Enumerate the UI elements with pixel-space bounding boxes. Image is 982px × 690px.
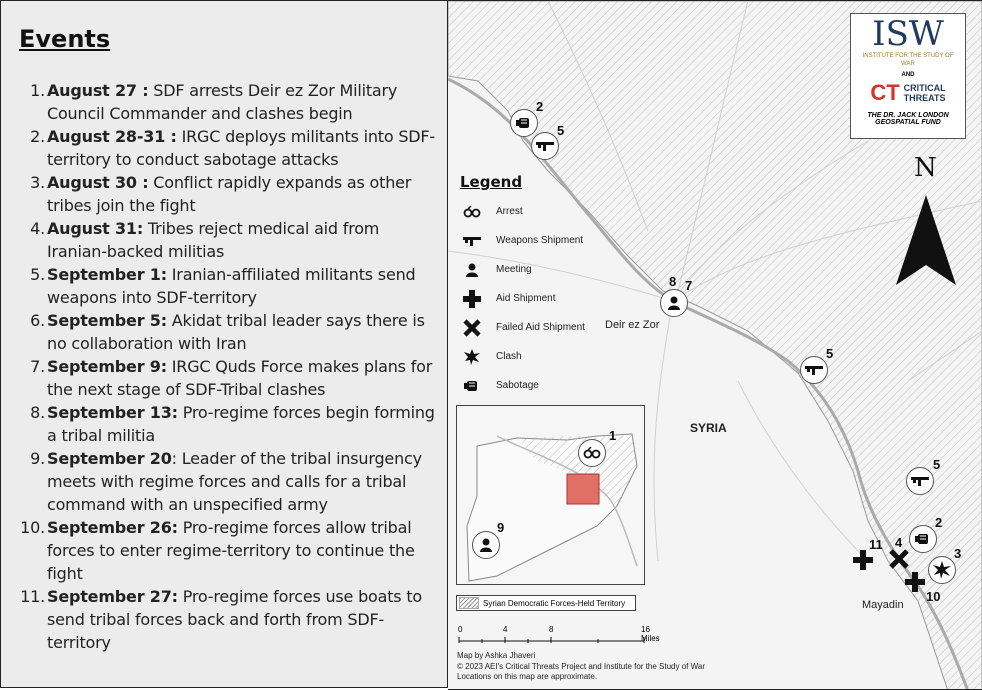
marker-number: 4 — [895, 535, 903, 550]
sabotage-icon — [914, 531, 932, 547]
legend-item — [460, 226, 585, 255]
legend-label: Arrest — [496, 206, 523, 217]
event-item — [9, 79, 439, 125]
sabotage-icon — [515, 115, 533, 131]
event-description: Conflict rapidly expands as other tribes join the fight — [47, 173, 412, 215]
event-item — [9, 516, 439, 585]
fund-line-1: THE DR. JACK LONDON — [867, 112, 949, 119]
marker-number: 8 — [669, 274, 677, 289]
legend-label: Sabotage — [496, 380, 539, 391]
event-text — [47, 355, 439, 401]
credit-copyright: © 2023 AEI's Critical Threats Project and Institute for the Study of War — [457, 661, 705, 671]
credit-author: Map by Ashka Jhaveri — [457, 651, 536, 660]
meeting-icon — [666, 295, 682, 311]
event-text — [47, 171, 439, 217]
credit-note: Locations on this map are approximate. — [457, 672, 598, 681]
event-description: : Leader of the tribal insurgency meets with regime forces and calls for a tribal command with an unspecified army — [47, 449, 422, 514]
event-text — [47, 125, 439, 171]
event-number: 6. — [30, 311, 45, 330]
failed-aid-shipment-icon — [460, 316, 484, 340]
marker-number: 11 — [869, 537, 883, 552]
inset-map — [456, 405, 645, 585]
event-number: 1. — [30, 81, 45, 100]
sdf-hatch-swatch — [459, 597, 479, 609]
place-label: Deir ez Zor — [605, 319, 660, 331]
meeting-marker-8-7 — [660, 289, 688, 317]
country-label: SYRIA — [690, 421, 727, 435]
map-panel — [448, 0, 982, 690]
event-number: 2. — [30, 127, 45, 146]
event-number: 3. — [30, 173, 45, 192]
event-description: Tribes reject medical aid from Iranian-backed militias — [47, 219, 380, 261]
event-item — [9, 171, 439, 217]
clash-icon — [460, 345, 484, 369]
marker-number: 10 — [926, 589, 941, 604]
sabotage-marker-2-right — [909, 525, 937, 553]
ct-logo — [851, 80, 965, 106]
legend-label: Weapons Shipment — [496, 235, 584, 246]
inset-focus-box — [567, 474, 599, 504]
event-item — [9, 125, 439, 171]
event-text — [47, 401, 439, 447]
marker-number: 1 — [609, 428, 617, 443]
event-description: Pro-regime forces allow tribal forces to enter regime-territory to continue the fight — [47, 518, 415, 583]
legend-item — [460, 313, 585, 342]
event-date: August 28-31 : — [47, 127, 177, 146]
marker-number: 5 — [557, 123, 565, 138]
event-number: 9. — [30, 449, 45, 468]
arrest-icon — [460, 200, 484, 224]
event-text — [47, 447, 439, 516]
legend-label: Aid Shipment — [496, 293, 556, 304]
fund-line-2: GEOSPATIAL FUND — [875, 119, 941, 126]
ct-wordmark — [904, 83, 946, 103]
legend-label: Clash — [496, 351, 522, 362]
north-arrow-icon — [892, 193, 962, 293]
weapons-shipment-icon — [910, 474, 930, 488]
event-description: Pro-regime forces begin forming a tribal militia — [47, 403, 435, 445]
scale-tick-label: 16 Miles — [641, 625, 660, 643]
marker-number: 2 — [536, 99, 544, 114]
map-credits — [457, 651, 705, 683]
events-panel — [0, 0, 448, 688]
scale-tick-label: 8 — [549, 625, 554, 634]
place-label: Mayadin — [862, 599, 904, 611]
legend-item — [460, 342, 585, 371]
event-number: 5. — [30, 265, 45, 284]
territory-key — [456, 595, 636, 611]
meeting-icon — [460, 258, 484, 282]
event-text — [47, 217, 439, 263]
weapons-shipment-icon — [535, 139, 555, 153]
legend-label: Failed Aid Shipment — [496, 322, 585, 333]
event-date: September 5: — [47, 311, 167, 330]
arrest-icon — [583, 446, 601, 460]
failed-aid-shipment-icon — [888, 548, 910, 570]
event-text — [47, 79, 439, 125]
isw-wordmark: ISW — [872, 14, 944, 54]
ct-text-threats: THREATS — [903, 93, 946, 103]
event-text — [47, 309, 439, 355]
legend-item — [460, 197, 585, 226]
sabotage-icon — [460, 374, 484, 398]
ct-mark: CT — [870, 80, 900, 105]
ct-text-critical: CRITICAL — [903, 83, 946, 93]
north-arrow — [892, 153, 962, 293]
event-number: 4. — [30, 219, 45, 238]
marker-number: 3 — [954, 546, 962, 561]
weapons-marker-5-mid — [800, 356, 828, 384]
scale-bar — [458, 625, 668, 645]
events-title: Events — [19, 25, 111, 53]
legend-title: Legend — [460, 173, 523, 191]
event-date: September 1: — [47, 265, 167, 284]
marker-number: 5 — [826, 346, 834, 361]
event-description: Iranian-affiliated militants send weapons into SDF-territory — [47, 265, 416, 307]
aid-shipment-icon — [904, 571, 926, 593]
meeting-marker-9 — [472, 531, 500, 559]
event-item — [9, 355, 439, 401]
aid-shipment-icon — [852, 549, 874, 571]
legend — [460, 173, 585, 400]
territory-key-label: Syrian Democratic Forces-Held Territory — [483, 598, 626, 608]
event-date: September 26: — [47, 518, 178, 537]
event-number: 10. — [20, 518, 45, 537]
event-description: SDF arrests Deir ez Zor Military Council Commander and clashes begin — [47, 81, 398, 123]
logo-and: AND — [901, 72, 915, 78]
event-text — [47, 263, 439, 309]
event-date: September 20 — [47, 449, 172, 468]
event-description: Pro-regime forces use boats to send tribal forces back and forth from SDF-territory — [47, 587, 422, 652]
event-number: 7. — [30, 357, 45, 376]
north-label: N — [914, 153, 937, 183]
marker-number: 7 — [685, 278, 693, 293]
scale-tick-label: 4 — [503, 625, 508, 634]
event-number: 8. — [30, 403, 45, 422]
weapons-shipment-icon — [804, 363, 824, 377]
scale-ruler — [458, 635, 668, 645]
event-date: August 31: — [47, 219, 144, 238]
isw-ct-logo — [850, 13, 966, 139]
event-item — [9, 217, 439, 263]
marker-number: 2 — [935, 515, 943, 530]
event-text — [47, 516, 439, 585]
event-date: August 30 : — [47, 173, 149, 192]
clash-icon — [933, 561, 951, 579]
legend-label: Meeting — [496, 264, 532, 275]
marker-number: 9 — [497, 520, 505, 535]
event-text — [47, 585, 439, 654]
event-item — [9, 309, 439, 355]
clash-marker-3 — [928, 556, 956, 584]
event-description: IRGC deploys militants into SDF-territory to conduct sabotage attacks — [47, 127, 435, 169]
event-date: September 13: — [47, 403, 178, 422]
event-item — [9, 263, 439, 309]
arrest-marker-1 — [578, 439, 606, 467]
aid-shipment-icon — [460, 287, 484, 311]
event-date: September 27: — [47, 587, 178, 606]
event-number: 11. — [20, 587, 45, 606]
events-list — [9, 79, 439, 654]
event-date: September 9: — [47, 357, 167, 376]
event-date: August 27 : — [47, 81, 149, 100]
legend-item — [460, 371, 585, 400]
event-item — [9, 401, 439, 447]
weapons-shipment-icon — [460, 229, 484, 253]
scale-tick-label: 0 — [458, 625, 463, 634]
event-description: Akidat tribal leader says there is no collaboration with Iran — [47, 311, 425, 353]
event-item — [9, 585, 439, 654]
meeting-icon — [478, 537, 494, 553]
marker-number: 5 — [933, 457, 941, 472]
event-item — [9, 447, 439, 516]
legend-item — [460, 255, 585, 284]
legend-item — [460, 284, 585, 313]
event-description: IRGC Quds Force makes plans for the next stage of SDF-Tribal clashes — [47, 357, 433, 399]
weapons-marker-5-top — [531, 132, 559, 160]
weapons-marker-5-right — [906, 467, 934, 495]
sabotage-marker-2 — [510, 109, 538, 137]
isw-subtitle: INSTITUTE FOR THE STUDY OF WAR — [862, 53, 954, 67]
